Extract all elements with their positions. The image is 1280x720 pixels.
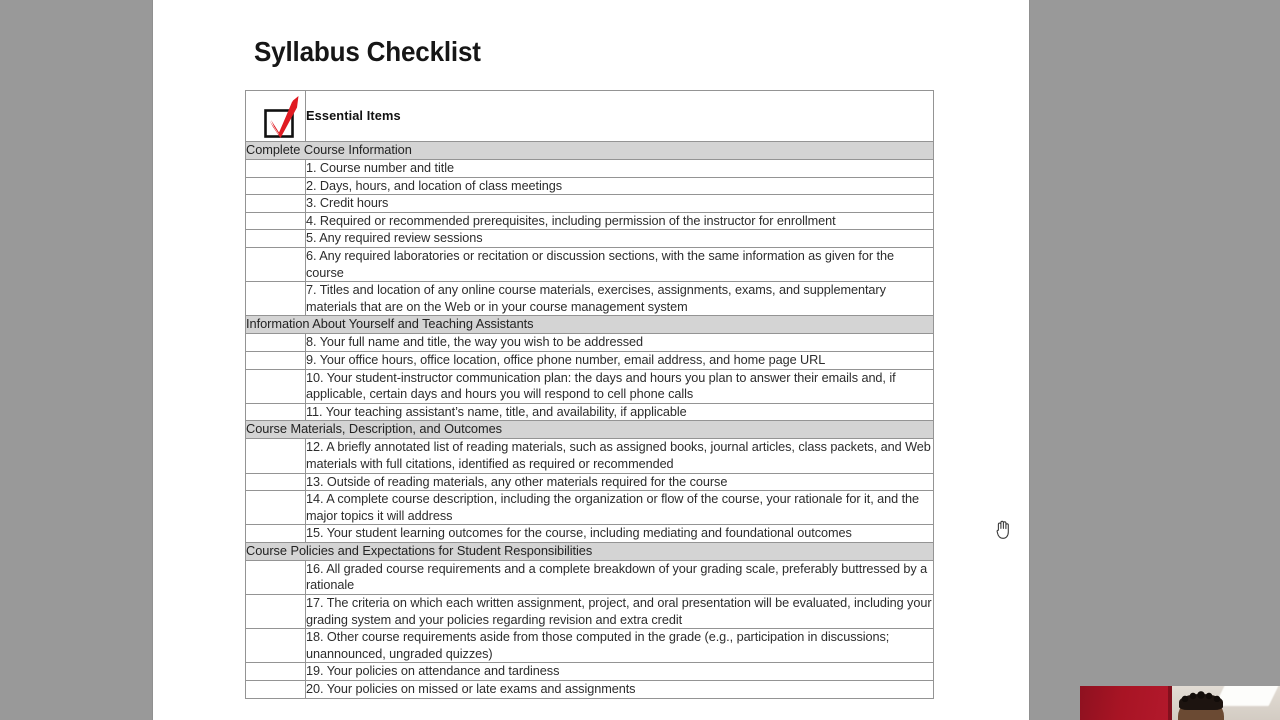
red-checkmark-checkbox-icon xyxy=(259,93,303,139)
item-text: 16. All graded course requirements and a complete breakdown of your grading scale, preferably buttressed by a rationale xyxy=(306,560,934,594)
item-text: 5. Any required review sessions xyxy=(306,230,934,248)
item-checkbox-cell[interactable] xyxy=(246,595,306,629)
checklist-item-row xyxy=(246,369,934,403)
checklist-section-header xyxy=(246,542,934,560)
item-text: 2. Days, hours, and location of class meetings xyxy=(306,177,934,195)
item-checkbox-cell[interactable] xyxy=(246,663,306,681)
checklist-item-row xyxy=(246,282,934,316)
item-text: 10. Your student-instructor communication plan: the days and hours you plan to answer their emails and, if applicable, certain days and hours you will respond to cell phone calls xyxy=(306,369,934,403)
item-checkbox-cell[interactable] xyxy=(246,247,306,281)
webcam-presenter-hair-texture xyxy=(1179,690,1223,702)
checklist-item-row xyxy=(246,247,934,281)
essential-items-header-label: Essential Items xyxy=(306,91,934,142)
checklist-item-row xyxy=(246,230,934,248)
section-title: Course Policies and Expectations for Student Responsibilities xyxy=(246,542,934,560)
item-checkbox-cell[interactable] xyxy=(246,681,306,699)
webcam-red-wall xyxy=(1080,686,1172,720)
item-text: 6. Any required laboratories or recitation or discussion sections, with the same information as given for the course xyxy=(306,247,934,281)
checklist-item-row xyxy=(246,212,934,230)
section-title: Information About Yourself and Teaching Assistants xyxy=(246,316,934,334)
checklist-item-row xyxy=(246,681,934,699)
item-checkbox-cell[interactable] xyxy=(246,195,306,213)
checklist-item-row xyxy=(246,160,934,178)
item-text: 18. Other course requirements aside from those computed in the grade (e.g., participation in discussions; unannounced, ungraded quizzes) xyxy=(306,629,934,663)
checklist-header-row xyxy=(246,91,934,142)
item-checkbox-cell[interactable] xyxy=(246,212,306,230)
item-text: 19. Your policies on attendance and tardiness xyxy=(306,663,934,681)
item-text: 13. Outside of reading materials, any other materials required for the course xyxy=(306,473,934,491)
item-checkbox-cell[interactable] xyxy=(246,629,306,663)
item-checkbox-cell[interactable] xyxy=(246,560,306,594)
checklist-item-row xyxy=(246,595,934,629)
item-text: 17. The criteria on which each written assignment, project, and oral presentation will be evaluated, including your grading system and your policies regarding revision and extra credit xyxy=(306,595,934,629)
checklist-item-row xyxy=(246,560,934,594)
item-text: 20. Your policies on missed or late exams and assignments xyxy=(306,681,934,699)
item-text: 12. A briefly annotated list of reading materials, such as assigned books, journal articles, class packets, and Web materials with full citations, identified as required or recommended xyxy=(306,439,934,473)
item-checkbox-cell[interactable] xyxy=(246,491,306,525)
section-title: Complete Course Information xyxy=(246,142,934,160)
checklist-item-row xyxy=(246,525,934,543)
item-checkbox-cell[interactable] xyxy=(246,282,306,316)
checklist-item-row xyxy=(246,473,934,491)
checklist-item-row xyxy=(246,334,934,352)
syllabus-checklist-table xyxy=(245,90,934,699)
item-checkbox-cell[interactable] xyxy=(246,230,306,248)
presenter-webcam-overlay[interactable] xyxy=(1080,686,1280,720)
checklist-section-header xyxy=(246,316,934,334)
item-text: 4. Required or recommended prerequisites, including permission of the instructor for enrollment xyxy=(306,212,934,230)
item-checkbox-cell[interactable] xyxy=(246,334,306,352)
item-checkbox-cell[interactable] xyxy=(246,177,306,195)
item-text: 14. A complete course description, including the organization or flow of the course, your rationale for it, and the major topics it will address xyxy=(306,491,934,525)
checklist-item-row xyxy=(246,177,934,195)
checklist-item-row xyxy=(246,439,934,473)
item-checkbox-cell[interactable] xyxy=(246,525,306,543)
checklist-item-row xyxy=(246,663,934,681)
item-text: 11. Your teaching assistant’s name, title, and availability, if applicable xyxy=(306,403,934,421)
checkbox-column-header xyxy=(246,91,306,142)
item-checkbox-cell[interactable] xyxy=(246,473,306,491)
checklist-item-row xyxy=(246,629,934,663)
item-checkbox-cell[interactable] xyxy=(246,369,306,403)
item-text: 1. Course number and title xyxy=(306,160,934,178)
checklist-item-row xyxy=(246,403,934,421)
item-text: 7. Titles and location of any online course materials, exercises, assignments, exams, and supplementary materials that are on the Web or in your course management system xyxy=(306,282,934,316)
item-checkbox-cell[interactable] xyxy=(246,403,306,421)
item-text: 3. Credit hours xyxy=(306,195,934,213)
page-title: Syllabus Checklist xyxy=(254,36,481,67)
document-page[interactable] xyxy=(153,0,1029,720)
checklist-item-row xyxy=(246,491,934,525)
section-title: Course Materials, Description, and Outcomes xyxy=(246,421,934,439)
item-text: 9. Your office hours, office location, office phone number, email address, and home page URL xyxy=(306,351,934,369)
webcam-ceiling-light xyxy=(1215,686,1280,706)
item-checkbox-cell[interactable] xyxy=(246,439,306,473)
checklist-item-row xyxy=(246,195,934,213)
checklist-section-header xyxy=(246,421,934,439)
checklist-item-row xyxy=(246,351,934,369)
checklist-section-header xyxy=(246,142,934,160)
item-text: 15. Your student learning outcomes for the course, including mediating and foundational outcomes xyxy=(306,525,934,543)
item-text: 8. Your full name and title, the way you wish to be addressed xyxy=(306,334,934,352)
item-checkbox-cell[interactable] xyxy=(246,160,306,178)
item-checkbox-cell[interactable] xyxy=(246,351,306,369)
